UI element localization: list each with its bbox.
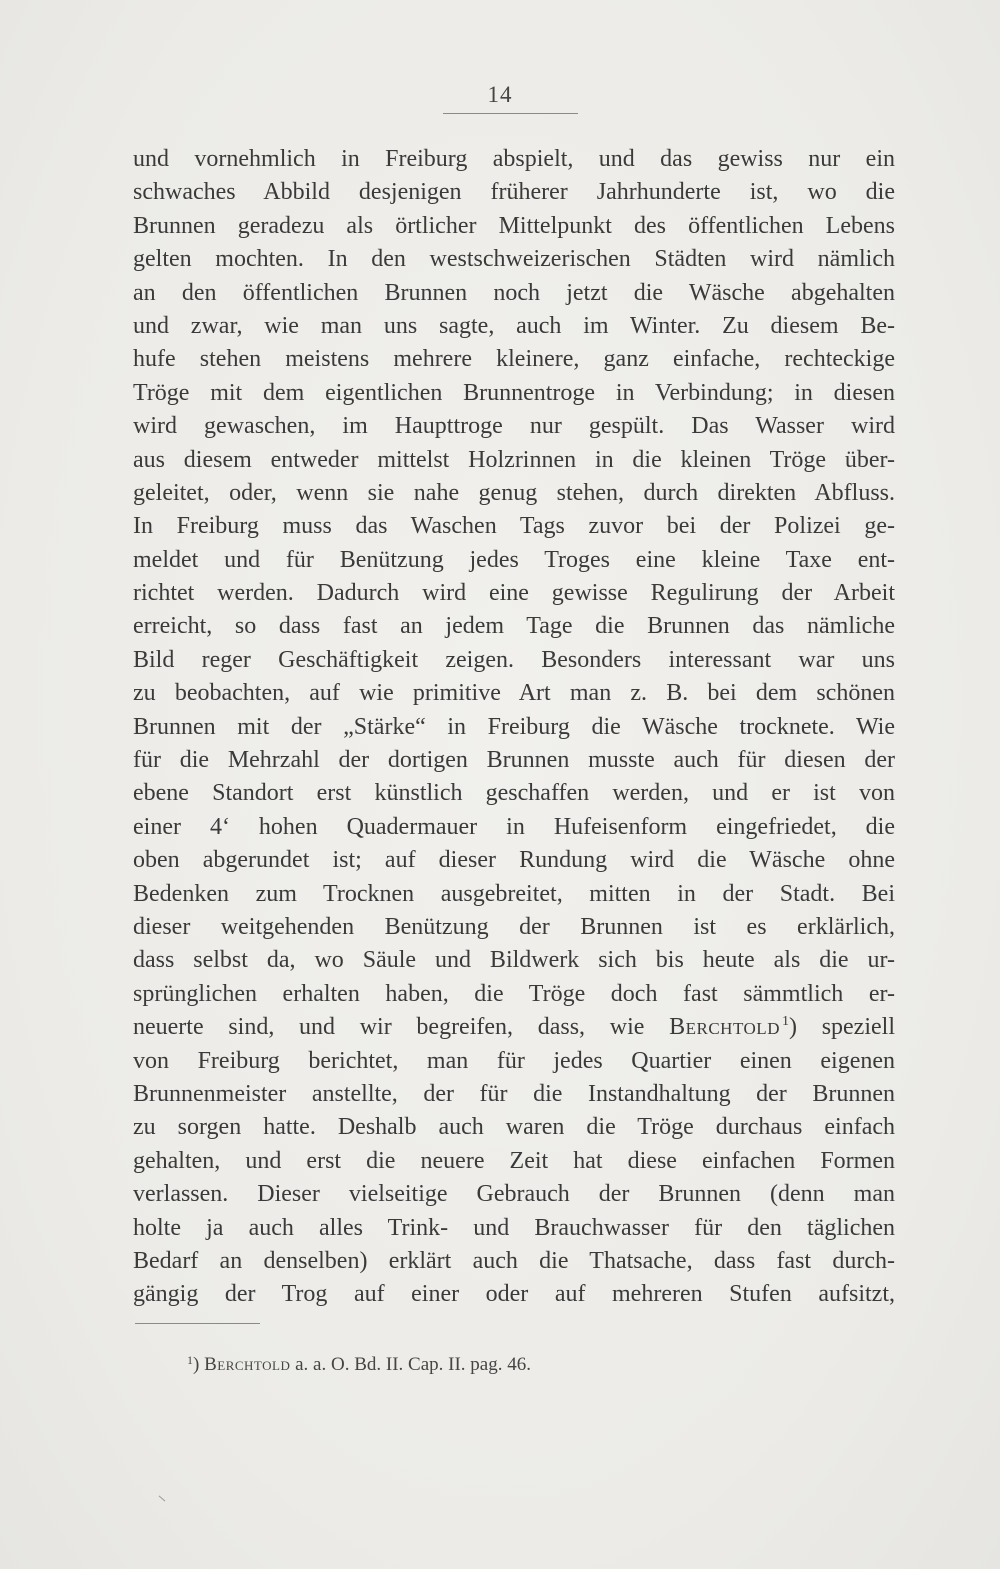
text-line-13: meldet und für Benützung jedes Troges eine kleine Taxe ent- bbox=[133, 546, 895, 573]
text-line-34: Bedarf an denselben) erklärt auch die Thatsache, dass fast durch- bbox=[133, 1247, 895, 1274]
text-line-23: Bedenken zum Trocknen ausgebreitet, mitten in der Stadt. Bei bbox=[133, 880, 895, 907]
footnote-rule bbox=[135, 1323, 260, 1324]
text-line-21: einer 4‘ hohen Quadermauer in Hufeisenform eingefriedet, die bbox=[133, 813, 895, 840]
text-line-27 bbox=[133, 1011, 895, 1044]
text-line-2: schwaches Abbild desjenigen früherer Jahrhunderte ist, wo die bbox=[133, 179, 895, 206]
text-line-7: hufe stehen meistens mehrere kleinere, ganz einfache, rechteckige bbox=[133, 346, 895, 373]
footnote bbox=[187, 1348, 531, 1377]
text-line-19: für die Mehrzahl der dortigen Brunnen musste auch für diesen der bbox=[133, 747, 895, 774]
text-line-25: dass selbst da, wo Säule und Bildwerk sich bis heute als die ur- bbox=[133, 947, 895, 974]
text-line-30: zu sorgen hatte. Deshalb auch waren die Tröge durchaus einfach bbox=[133, 1114, 895, 1141]
text-line-9: wird gewaschen, im Haupttroge nur gespült. Das Wasser wird bbox=[133, 413, 895, 440]
footnote-marker: 1 bbox=[187, 1353, 193, 1367]
text-line-31: gehalten, und erst die neuere Zeit hat diese einfachen Formen bbox=[133, 1147, 895, 1174]
author-name: Berchtold bbox=[669, 1014, 780, 1041]
text-line-12: In Freiburg muss das Waschen Tags zuvor bei der Polizei ge- bbox=[133, 513, 895, 540]
text-line-5: an den öffentlichen Brunnen noch jetzt die Wäsche abgehalten bbox=[133, 279, 895, 306]
text-line-18: Brunnen mit der „Stärke“ in Freiburg die Wäsche trocknete. Wie bbox=[133, 713, 895, 740]
footnote-paren: ) bbox=[193, 1354, 200, 1375]
text-line-14: richtet werden. Dadurch wird eine gewisse Regulirung der Arbeit bbox=[133, 580, 895, 607]
text-line-8: Tröge mit dem eigentlichen Brunnentroge in Verbindung; in diesen bbox=[133, 379, 895, 406]
text-line-29: Brunnenmeister anstellte, der für die Instandhaltung der Brunnen bbox=[133, 1080, 895, 1107]
text-line-32: verlassen. Dieser vielseitige Gebrauch der Brunnen (denn man bbox=[133, 1181, 895, 1208]
text-line-20: ebene Standort erst künstlich geschaffen werden, und er ist von bbox=[133, 780, 895, 807]
text-line-26: sprünglichen erhalten haben, die Tröge doch fast sämmtlich er- bbox=[133, 980, 895, 1007]
text-line-35: gängig der Trog auf einer oder auf mehreren Stufen aufsitzt, bbox=[133, 1281, 895, 1308]
text-line-6: und zwar, wie man uns sagte, auch im Winter. Zu diesem Be- bbox=[133, 312, 895, 339]
footnote-text: a. a. O. Bd. II. Cap. II. pag. 46. bbox=[290, 1354, 531, 1375]
line-27-after: ) speziell bbox=[789, 1014, 895, 1041]
text-line-10: aus diesem entweder mittelst Holzrinnen in die kleinen Tröge über- bbox=[133, 446, 895, 473]
text-line-3: Brunnen geradezu als örtlicher Mittelpunkt des öffentlichen Lebens bbox=[133, 212, 895, 239]
body-text bbox=[133, 143, 895, 1312]
footnote-ref: 1 bbox=[782, 1014, 789, 1030]
page-number: 14 bbox=[487, 82, 513, 107]
text-line-16: Bild reger Geschäftigkeit zeigen. Besonders interessant war uns bbox=[133, 646, 895, 673]
text-line-33: holte ja auch alles Trink- und Brauchwasser für den täglichen bbox=[133, 1214, 895, 1241]
text-line-22: oben abgerundet ist; auf dieser Rundung wird die Wäsche ohne bbox=[133, 847, 895, 874]
paper-speck bbox=[159, 1496, 166, 1502]
text-line-1: und vornehmlich in Freiburg abspielt, und das gewiss nur ein bbox=[133, 146, 895, 172]
text-line-17: zu beobachten, auf wie primitive Art man z. B. bei dem schönen bbox=[133, 680, 895, 707]
text-line-15: erreicht, so dass fast an jedem Tage die Brunnen das nämliche bbox=[133, 613, 895, 640]
text-line-28: von Freiburg berichtet, man für jedes Quartier einen eigenen bbox=[133, 1047, 895, 1074]
footnote-author: Berchtold bbox=[204, 1354, 291, 1375]
page-number-rule bbox=[443, 113, 578, 114]
text-line-11: geleitet, oder, wenn sie nahe genug stehen, durch direkten Abfluss. bbox=[133, 479, 895, 506]
line-27-before: neuerte sind, und wir begreifen, dass, wie bbox=[133, 1014, 645, 1041]
text-line-24: dieser weitgehenden Benützung der Brunnen ist es erklärlich, bbox=[133, 913, 895, 940]
text-line-4: gelten mochten. In den westschweizerischen Städten wird nämlich bbox=[133, 246, 895, 273]
